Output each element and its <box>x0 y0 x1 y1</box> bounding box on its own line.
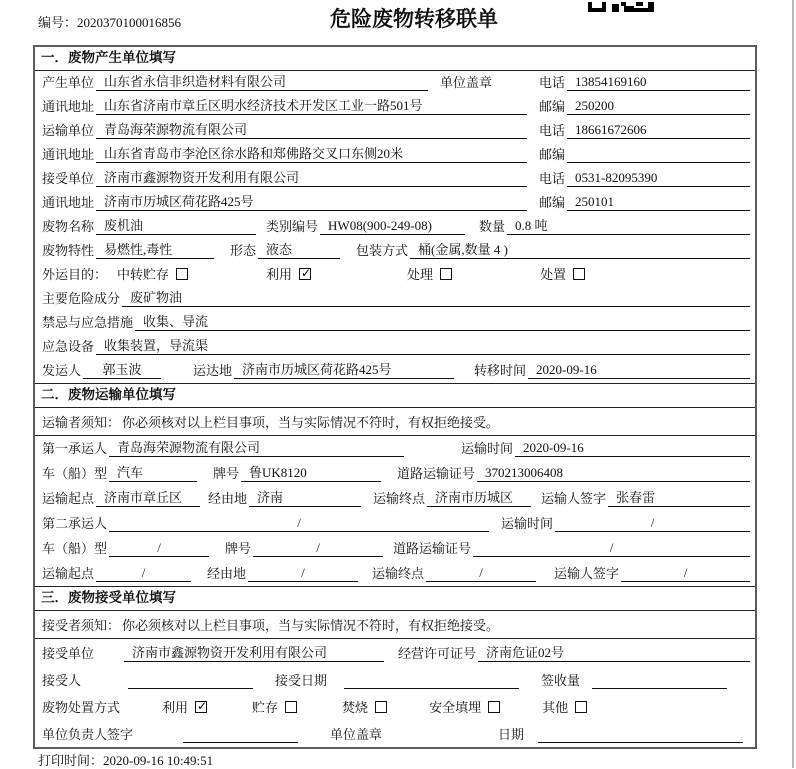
address-label: 通讯地址 <box>42 147 95 162</box>
carrier-sign-label: 运输人签字 <box>541 491 607 506</box>
zip-label: 邮编 <box>538 147 565 162</box>
zip-label: 邮编 <box>538 99 565 114</box>
license-value: 济南危证02号 <box>478 642 750 662</box>
phone-value: 18661672606 <box>567 122 750 139</box>
disposal-option-other <box>542 697 587 716</box>
option-label: 处置 <box>540 267 567 282</box>
first-carrier-value: 青岛海荣源物流有限公司 <box>109 437 404 457</box>
category-code-value: HW08(900-249-08) <box>320 218 465 235</box>
hazard-label: 主要危险成分 <box>42 291 121 306</box>
origin-value: 济南市章丘区 <box>96 487 200 507</box>
waste-name-label: 废物名称 <box>42 219 95 234</box>
receive-date-label: 接受日期 <box>275 673 328 688</box>
quantity-label: 数量 <box>479 219 506 234</box>
receive-unit-row <box>35 167 755 191</box>
date-label: 日期 <box>497 727 524 742</box>
category-code-label: 类别编号 <box>266 219 319 234</box>
purpose-option-treat <box>407 264 452 283</box>
end-label: 运输终点 <box>373 491 426 506</box>
packaging-value: 桶(金属,数量 4 ) <box>410 239 750 259</box>
via-label: 经由地 <box>208 491 248 506</box>
packaging-label: 包装方式 <box>356 243 409 258</box>
produce-unit-label: 产生单位 <box>42 75 95 90</box>
taboo-row <box>35 311 755 335</box>
destination-value: 济南市历城区荷花路425号 <box>234 359 454 379</box>
checkbox-unchecked <box>573 268 585 280</box>
transporter-address-row <box>35 143 755 167</box>
hazard-value: 废矿物油 <box>122 287 750 307</box>
phone-label: 电话 <box>538 171 565 186</box>
equipment-label: 应急设备 <box>42 339 95 354</box>
road-license-value: 370213006408 <box>477 465 750 482</box>
option-label: 其他 <box>542 700 569 715</box>
checkbox-mark: ✓ <box>197 698 208 713</box>
transport-unit-label: 运输单位 <box>42 123 95 138</box>
receive-unit-value: 济南市鑫源物资开发利用有限公司 <box>96 167 527 187</box>
shipper-row <box>35 359 755 383</box>
receive-unit-label: 接受单位 <box>42 171 95 186</box>
address-value: 山东省青岛市李沧区徐水路和郑佛路交叉口东侧20米 <box>96 143 527 163</box>
quantity-value: 0.8 吨 <box>507 215 750 235</box>
vehicle-type-value: / <box>109 540 209 557</box>
form-value: 液态 <box>258 239 340 259</box>
checkbox-mark: ✓ <box>301 265 312 280</box>
transfer-time-label: 转移时间 <box>474 363 527 378</box>
zip-value <box>567 147 750 163</box>
checkbox-unchecked <box>575 701 587 713</box>
road-license-label: 道路运输证号 <box>393 541 472 556</box>
responsible-sign-row <box>35 720 755 747</box>
purpose-option-utilize <box>266 264 311 283</box>
receiver-notice-row <box>35 611 755 639</box>
serial-label: 编号： <box>38 15 78 30</box>
end-label: 运输终点 <box>372 566 425 581</box>
produce-unit-row <box>35 71 755 95</box>
option-label: 贮存 <box>252 700 279 715</box>
vehicle-type-label: 车（船）型 <box>42 541 108 556</box>
phone-label: 电话 <box>538 123 565 138</box>
qr-code-icon <box>588 0 654 16</box>
waste-character-value: 易燃性,毒性 <box>96 239 214 259</box>
zip-value: 250200 <box>567 98 750 115</box>
receiver-address-row <box>35 191 755 215</box>
carrier-sign-value: / <box>621 565 750 582</box>
transport-time-label: 运输时间 <box>500 516 553 531</box>
disposal-row <box>35 693 755 720</box>
via-value: / <box>248 565 358 582</box>
option-label: 中转贮存 <box>117 267 170 282</box>
vehicle-type-value: 汽车 <box>109 462 197 482</box>
transport-unit-value: 青岛海荣源物流有限公司 <box>96 119 527 139</box>
checkbox-unchecked <box>488 701 500 713</box>
destination-label: 运达地 <box>193 363 233 378</box>
end-value: / <box>426 565 536 582</box>
notice-label: 运输者须知： <box>42 415 121 430</box>
vehicle-row-1 <box>35 461 755 486</box>
responsible-sign-value <box>183 727 298 743</box>
taboo-label: 禁忌与应急措施 <box>42 315 134 330</box>
notice-label: 接受者须知： <box>42 618 121 633</box>
purpose-option-dispose <box>540 264 585 283</box>
receive-unit-row <box>35 639 755 666</box>
page-title: 危险废物转移联单 <box>330 7 498 31</box>
print-time-label: 打印时间： <box>38 753 104 768</box>
print-time-value: 2020-09-16 10:49:51 <box>103 753 214 768</box>
transport-unit-row <box>35 119 755 143</box>
road-license-value: / <box>473 540 750 557</box>
section-producer-title: 一．废物产生单位填写 <box>35 47 755 71</box>
received-qty-label: 签收量 <box>541 673 581 688</box>
date-value <box>538 727 743 743</box>
producer-address-row <box>35 95 755 119</box>
equipment-row <box>35 335 755 359</box>
notice-text: 你必须核对以上栏目事项，当与实际情况不符时，有权拒绝接受。 <box>122 415 500 430</box>
page-edge-divider <box>792 0 794 768</box>
checkbox-unchecked <box>375 701 387 713</box>
vehicle-row-2 <box>35 536 755 561</box>
route-row-2 <box>35 561 755 586</box>
receiver-row <box>35 666 755 693</box>
section-receiver <box>35 586 755 747</box>
print-time-line <box>38 750 213 769</box>
via-value: 济南 <box>249 487 361 507</box>
serial-number: 2020370100016856 <box>77 15 182 30</box>
equipment-value: 收集装置，导流渠 <box>96 335 750 355</box>
unit-seal-label: 单位盖章 <box>330 727 383 742</box>
receiver-label: 接受人 <box>42 673 82 688</box>
checkbox-unchecked <box>440 268 452 280</box>
plate-label: 牌号 <box>225 541 252 556</box>
receiver-value <box>128 673 253 689</box>
serial-number-line <box>38 12 181 31</box>
plate-value: 鲁UK8120 <box>241 462 381 482</box>
section-transporter <box>35 383 755 586</box>
produce-unit-value: 山东省永信非织造材料有限公司 <box>96 71 428 91</box>
phone-value: 0531-82095390 <box>567 170 750 187</box>
plate-value: / <box>253 540 383 557</box>
section-producer <box>35 47 755 383</box>
form-box <box>33 45 757 749</box>
zip-value: 250101 <box>567 194 750 211</box>
origin-label: 运输起点 <box>42 566 95 581</box>
zip-label: 邮编 <box>538 195 565 210</box>
waste-name-value: 废机油 <box>96 215 256 235</box>
shipper-value: 郭玉波 <box>83 359 161 379</box>
transporter-notice-row <box>35 408 755 436</box>
license-label: 经营许可证号 <box>398 646 477 661</box>
purpose-row <box>35 263 755 287</box>
vehicle-type-label: 车（船）型 <box>42 466 108 481</box>
section-transporter-title: 二．废物运输单位填写 <box>35 384 755 408</box>
end-value: 济南市历城区 <box>427 487 531 507</box>
notice-text: 你必须核对以上栏目事项，当与实际情况不符时，有权拒绝接受。 <box>122 618 500 633</box>
transport-time-label: 运输时间 <box>461 441 514 456</box>
via-label: 经由地 <box>207 566 247 581</box>
second-carrier-label: 第二承运人 <box>42 516 108 531</box>
unit-seal-label: 单位盖章 <box>440 75 493 90</box>
waste-name-row <box>35 215 755 239</box>
origin-label: 运输起点 <box>42 491 95 506</box>
purpose-label: 外运目的： <box>42 267 108 282</box>
transport-time-value: / <box>555 515 750 532</box>
first-carrier-row <box>35 436 755 461</box>
shipper-label: 发运人 <box>42 363 82 378</box>
option-label: 焚烧 <box>342 700 369 715</box>
disposal-option-store <box>252 697 297 716</box>
second-carrier-row <box>35 511 755 536</box>
phone-value: 13854169160 <box>567 74 750 91</box>
origin-value: / <box>96 565 191 582</box>
option-label: 利用 <box>162 700 189 715</box>
disposal-option-utilize <box>162 697 207 716</box>
responsible-sign-label: 单位负责人签字 <box>42 727 134 742</box>
carrier-sign-value: 张春雷 <box>608 487 750 507</box>
transfer-time-value: 2020-09-16 <box>528 362 750 379</box>
receive-unit-label: 接受单位 <box>42 646 95 661</box>
option-label: 安全填埋 <box>429 700 482 715</box>
taboo-value: 收集、导流 <box>135 311 750 331</box>
plate-label: 牌号 <box>213 466 240 481</box>
waste-character-label: 废物特性 <box>42 243 95 258</box>
receive-date-value <box>344 673 519 689</box>
address-value: 山东省济南市章丘区明水经济技术开发区工业一路501号 <box>96 95 527 115</box>
carrier-sign-label: 运输人签字 <box>554 566 620 581</box>
address-label: 通讯地址 <box>42 195 95 210</box>
section-receiver-title: 三．废物接受单位填写 <box>35 587 755 611</box>
checkbox-checked <box>195 698 208 713</box>
purpose-option-transfer-storage <box>117 264 188 283</box>
transport-time-value: 2020-09-16 <box>515 440 750 457</box>
hazard-row <box>35 287 755 311</box>
option-label: 处理 <box>407 267 434 282</box>
checkbox-unchecked <box>176 268 188 280</box>
second-carrier-value: / <box>109 515 489 532</box>
checkbox-checked <box>299 265 312 280</box>
received-qty-value <box>592 673 727 689</box>
waste-character-row <box>35 239 755 263</box>
address-value: 济南市历城区荷花路425号 <box>96 191 527 211</box>
disposal-option-incinerate <box>342 697 387 716</box>
first-carrier-label: 第一承运人 <box>42 441 108 456</box>
checkbox-unchecked <box>285 701 297 713</box>
disposal-label: 废物处置方式 <box>42 700 121 715</box>
route-row-1 <box>35 486 755 511</box>
address-label: 通讯地址 <box>42 99 95 114</box>
phone-label: 电话 <box>538 75 565 90</box>
form-label: 形态 <box>230 243 257 258</box>
receive-unit-value: 济南市鑫源物资开发利用有限公司 <box>124 642 384 662</box>
disposal-option-landfill <box>429 697 500 716</box>
option-label: 利用 <box>266 267 293 282</box>
road-license-label: 道路运输证号 <box>397 466 476 481</box>
